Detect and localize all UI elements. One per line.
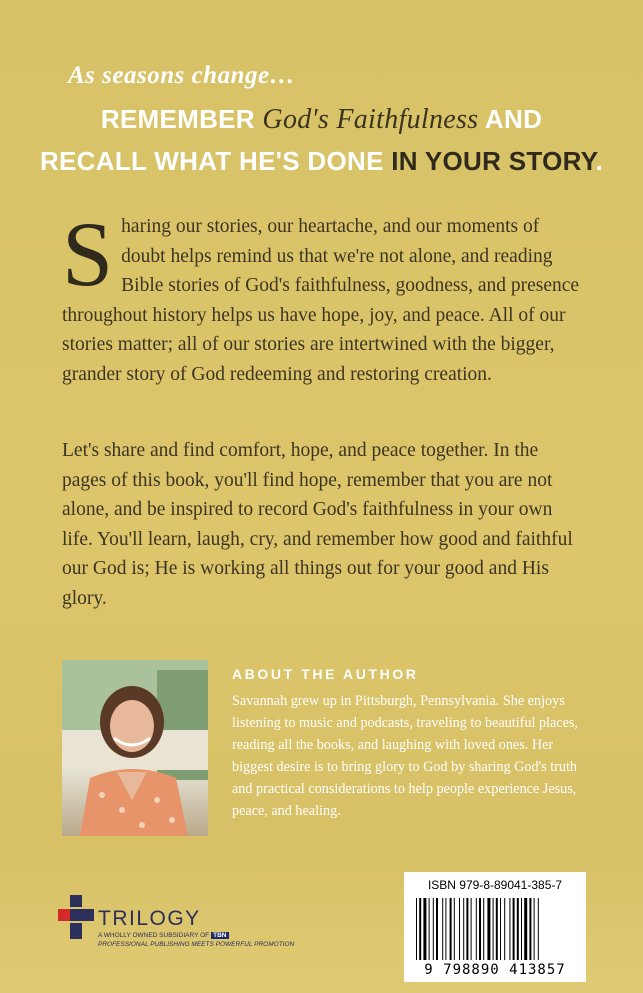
- barcode-bar: [419, 898, 421, 960]
- barcode-bar: [509, 898, 510, 960]
- barcode-bar: [459, 898, 460, 960]
- second-paragraph: Let's share and find comfort, hope, and peace together. In the pages of this book, you'll find hope, remember that you are not alone, and be inspired to record God's faithfulness in your own life. You'll learn, laugh, cry, and remember how good and faithful our God is; He is working all things out for your good and His glory.: [62, 440, 573, 609]
- headline-and: AND: [478, 104, 543, 134]
- barcode-bar: [442, 898, 443, 960]
- barcode-bars: [416, 898, 574, 960]
- publisher-name: TRILOGY: [98, 907, 201, 930]
- barcode-bar: [445, 898, 446, 960]
- publisher-subsidiary-text: A WHOLLY OWNED SUBSIDIARY OF: [98, 932, 210, 939]
- barcode-bar: [500, 898, 501, 960]
- author-photo: [62, 660, 208, 836]
- barcode-bar: [524, 898, 527, 960]
- barcode-bar: [436, 898, 438, 960]
- barcode-bar: [416, 898, 417, 960]
- barcode-bar: [529, 898, 531, 960]
- headline-period: .: [595, 146, 604, 176]
- barcode-bar: [423, 898, 426, 960]
- headline-recall: RECALL WHAT HE'S DONE: [39, 146, 392, 176]
- barcode-bar: [483, 898, 484, 960]
- barcode-bar: [454, 898, 455, 960]
- barcode-bar: [466, 898, 468, 960]
- barcode-bar: [476, 898, 477, 960]
- barcode-bar: [463, 898, 464, 960]
- barcode-bar: [429, 898, 430, 960]
- barcode-bar: [433, 898, 434, 960]
- barcode-bar: [513, 898, 515, 960]
- tbn-badge: TBN: [213, 932, 227, 939]
- barcode-bar: [487, 898, 490, 960]
- headline-remember: REMEMBER: [100, 104, 263, 134]
- barcode-bar: [538, 898, 539, 960]
- headline-script-faithfulness: God's Faithfulness: [262, 104, 479, 135]
- barcode-bar: [521, 898, 522, 960]
- barcode-bar: [504, 898, 505, 960]
- barcode-digits: 9 798890 413857: [424, 962, 566, 978]
- about-the-author-heading: ABOUT THE AUTHOR: [232, 666, 419, 682]
- barcode-bar: [534, 898, 535, 960]
- intro-text: haring our stories, our heartache, and our moments of doubt helps remind us that we're not alone, and reading Bible stories of God's faithfulness, goodness, and presence throughout history helps us have hope, joy, and peace. All of our stories matter; all of our stories are intertwined with the bigger, grander story of God redeeming and restoring creation.: [62, 216, 580, 385]
- drop-cap: S: [62, 203, 114, 305]
- publisher-logo: [58, 895, 338, 955]
- trilogy-cross-logo: [58, 895, 94, 939]
- headline-in-your-story: IN YOUR STORY: [391, 146, 596, 176]
- about-the-author-body: Savannah grew up in Pittsburgh, Pennsylvania. She enjoys listening to music and podcasts, traveling to beautiful places, reading all the books, and laughing with loved ones. Her biggest desire is to bring glory to God by sharing God's truth and practical considerations to help people experience Jesus, peace, and healing.: [232, 693, 578, 819]
- tagline: As seasons change…: [68, 62, 296, 89]
- isbn-label: ISBN 979-8-89041-385-7: [427, 878, 563, 892]
- isbn-barcode: [404, 872, 586, 982]
- barcode-bar: [493, 898, 494, 960]
- intro-paragraph: [62, 203, 582, 389]
- headline-line-2: [0, 146, 643, 177]
- headline-line-1: [0, 104, 643, 136]
- barcode-bar: [450, 898, 452, 960]
- publisher-subsidiary-line: [98, 932, 229, 939]
- barcode-bar: [517, 898, 519, 960]
- barcode-bar: [479, 898, 481, 960]
- barcode-bar: [496, 898, 498, 960]
- barcode-bar: [471, 898, 472, 960]
- publisher-tagline: PROFESSIONAL PUBLISHING MEETS POWERFUL PROMOTION: [98, 941, 295, 948]
